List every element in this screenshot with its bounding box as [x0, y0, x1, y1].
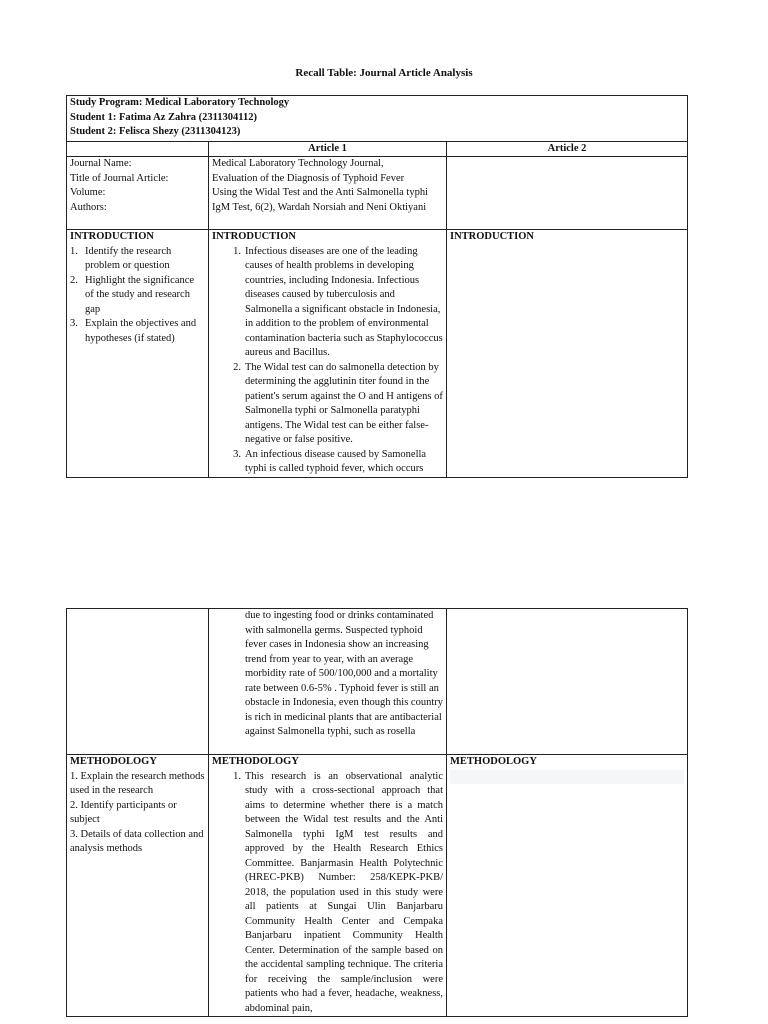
intro-heading-article1: INTRODUCTION: [212, 231, 297, 242]
method-guide-2: 2. Identify participants or subject: [70, 799, 177, 825]
list-item: 1. Infectious diseases are one of the leading causes of health problems in developing countries, including Indonesia. Infectious diseases caused by tuberculosis and Salmonella a significant obstacle in Indonesia, in addition to the problem of environmental contamination bacteria such as Staphylococcus aureus and Bacillus.: [233, 245, 443, 358]
empty-field-highlight: [450, 770, 684, 784]
list-item: 3. An infectious disease caused by Samonella typhi is called typhoid fever, which occurs: [233, 448, 427, 474]
page-title: Recall Table: Journal Article Analysis: [295, 67, 473, 79]
student-2: Student 2: Felisca Shezy (2311304123): [70, 126, 241, 137]
method-article1-list: [212, 770, 443, 1017]
meta-line-3: Using the Widal Test and the Anti Salmonella typhi: [212, 187, 429, 198]
intro-heading-article2: INTRODUCTION: [450, 231, 535, 242]
list-item: 2. Highlight the significance of the study and research gap: [70, 274, 195, 315]
recall-table-part1: [66, 95, 688, 478]
label-journal-name: Journal Name:: [70, 158, 132, 169]
meta-line-2: Evaluation of the Diagnosis of Typhoid Fever: [212, 172, 405, 184]
intro-guide-list: [70, 245, 205, 347]
column-header-row: [67, 141, 688, 157]
meta-line-4: IgM Test, 6(2), Wardah Norsiah and Neni Oktiyani: [212, 201, 427, 213]
label-volume: Volume:: [70, 187, 106, 198]
method-guide-3: 3. Details of data collection and analysis methods: [70, 828, 204, 854]
recall-table-part2: [66, 608, 688, 1017]
list-item: 1. This research is an observational analytic study with a cross-sectional approach that aims to determine whether there is a match between the Widal test results and the Anti Salmonella typhi IgM test results and approved by the Health Research Ethics Committee. Banjarmasin Health Polytechnic (HREC-PKB) Number: 258/KEPK-PKB/ 2018, the population used in this study were all patients at Sungai Ulin Banjarbaru Community Health Center and Cempaka Banjarbaru inpatient Community Health Center. Determination of the sample based on the accidental sampling technique. The criteria for receiving the sample/inclusion were patients who had a fever, headache, weakness, abdominal pain,: [233, 770, 443, 1014]
intro-heading-guide: INTRODUCTION: [70, 231, 155, 242]
list-item: 2. The Widal test can do salmonella detection by determining the agglutinin titer found in the patient's serum against the O and H antigens of Salmonella typhi or Salmonella paratyphi antigens. The Widal test can be either false-negative or false positive.: [233, 361, 443, 445]
label-authors: Authors:: [70, 201, 107, 213]
meta-line-1: Medical Laboratory Technology Journal,: [212, 158, 384, 169]
method-heading-article2: METHODOLOGY: [450, 756, 537, 767]
introduction-continued-row: [67, 609, 688, 755]
meta-row: [67, 157, 688, 230]
list-item: 1. Identify the research problem or question: [70, 245, 172, 271]
label-title: Title of Journal Article:: [70, 172, 169, 184]
method-guide-1: 1. Explain the research methods used in the research: [70, 770, 205, 796]
methodology-row: [67, 755, 688, 1017]
column-article-1: Article 1: [209, 141, 447, 157]
student-info-row: [67, 96, 688, 142]
method-heading-article1: METHODOLOGY: [212, 756, 299, 767]
introduction-row: [67, 230, 688, 478]
list-item: 3. Explain the objectives and hypotheses (if stated): [70, 318, 197, 344]
column-article-2: Article 2: [447, 141, 688, 157]
method-heading-guide: METHODOLOGY: [70, 756, 157, 767]
intro-article1-continued: due to ingesting food or drinks contaminated with salmonella germs. Suspected typhoid fever cases in Indonesia show an increasing trend from year to year, with an average morbidity rate of 500/100,000 and a mortality rate between 0.6-5% . Typhoid fever is still an obstacle in Indonesia, even though this country is rich in medicinal plants that are antibacterial against Salmonella typhi, such as rosella: [245, 610, 443, 737]
study-program: Study Program: Medical Laboratory Technology: [70, 97, 290, 108]
intro-article1-list: [212, 245, 443, 477]
student-1: Student 1: Fatima Az Zahra (2311304112): [70, 111, 257, 123]
